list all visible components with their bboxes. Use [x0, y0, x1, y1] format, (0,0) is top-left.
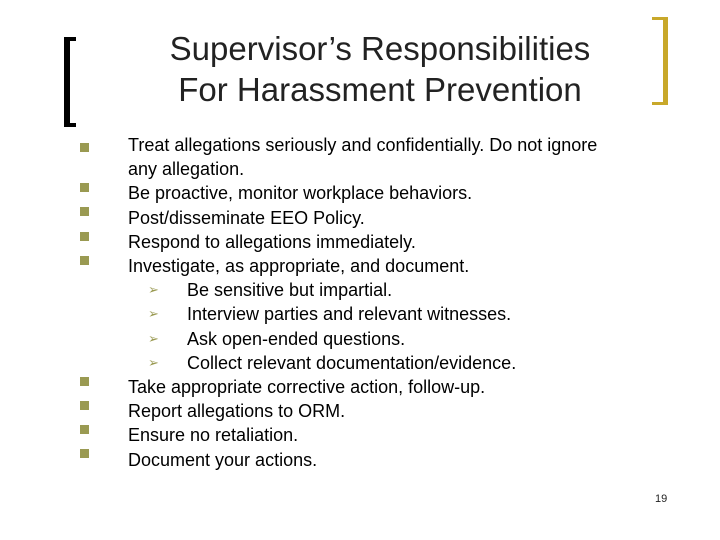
bullet-marker-icon	[80, 207, 89, 216]
bullet-marker-icon	[80, 143, 89, 152]
title-bracket-left	[64, 37, 76, 127]
list-item: Document your actions.	[128, 449, 318, 470]
title-line-2: For Harassment Prevention	[178, 71, 582, 108]
title-bracket-right	[652, 17, 668, 105]
list-item: Report allegations to ORM.	[128, 401, 346, 422]
bullet-list	[128, 133, 688, 472]
bullet-marker-icon	[80, 183, 89, 192]
sub-list-item	[128, 302, 688, 326]
bullet-marker-icon	[80, 377, 89, 386]
bullet-marker-icon	[80, 425, 89, 434]
list-item: Investigate, as appropriate, and document.	[128, 256, 470, 277]
list-item: Post/disseminate EEO Policy.	[128, 207, 365, 228]
sub-list-item-text: Interview parties and relevant witnesses.	[187, 304, 512, 325]
page-number: 19	[655, 493, 668, 505]
bullet-marker-icon	[80, 232, 89, 241]
list-item: Respond to allegations immediately.	[128, 231, 416, 252]
list-item-text: any allegation.	[128, 159, 245, 180]
list-item	[128, 133, 688, 181]
sub-list-item	[128, 278, 688, 302]
list-item-text: Treat allegations seriously and confidentially. Do not ignore	[128, 135, 598, 155]
list-item: Take appropriate corrective action, follow-up.	[128, 377, 486, 398]
sub-list-item-text: Collect relevant documentation/evidence.	[187, 352, 517, 373]
slide-title	[120, 28, 640, 110]
bullet-marker-icon	[80, 256, 89, 265]
title-line-1: Supervisor’s Responsibilities	[169, 30, 591, 67]
sub-list-item	[128, 327, 688, 351]
bullet-marker-icon	[80, 401, 89, 410]
arrow-bullet-icon: ➢	[148, 282, 159, 298]
list-item: Ensure no retaliation.	[128, 425, 299, 446]
sub-list-item-text: Ask open-ended questions.	[187, 328, 406, 349]
sub-list-item	[128, 351, 688, 375]
sub-list-item-text: Be sensitive but impartial.	[187, 280, 393, 301]
list-item: Be proactive, monitor workplace behaviors.	[128, 183, 473, 204]
arrow-bullet-icon: ➢	[148, 354, 159, 370]
arrow-bullet-icon: ➢	[148, 306, 159, 322]
bullet-marker-icon	[80, 449, 89, 458]
arrow-bullet-icon: ➢	[148, 330, 159, 346]
